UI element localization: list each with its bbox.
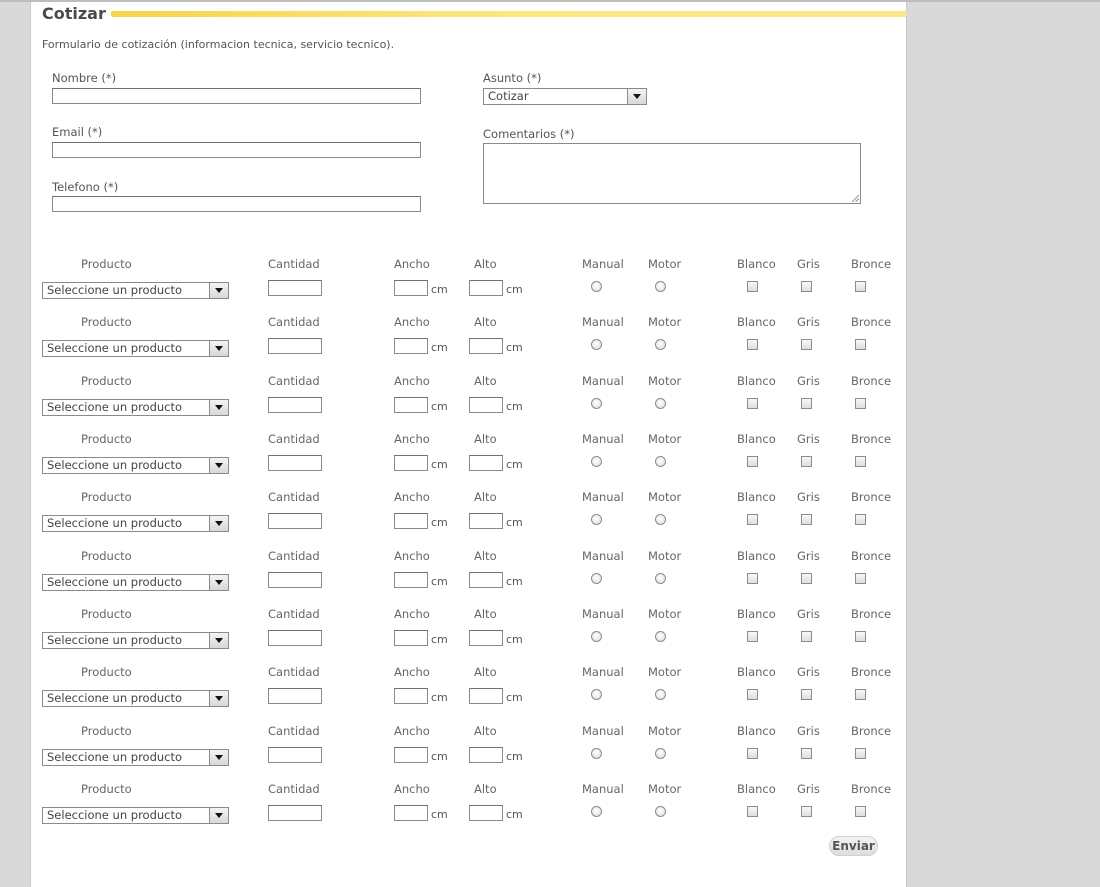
chevron-down-icon[interactable] (209, 283, 228, 298)
motor-radio[interactable] (655, 398, 666, 409)
product-row (31, 315, 906, 373)
resize-grip-icon[interactable] (852, 195, 859, 202)
motor-header: Motor (648, 432, 682, 446)
width-input[interactable] (394, 688, 428, 704)
width-header: Ancho (394, 724, 430, 738)
quantity-header: Cantidad (268, 724, 320, 738)
quantity-input[interactable] (268, 747, 322, 763)
product-row (31, 257, 906, 315)
height-header: Alto (474, 782, 497, 796)
width-unit: cm (431, 516, 448, 529)
width-unit: cm (431, 575, 448, 588)
manual-radio[interactable] (591, 514, 602, 525)
bronze-header: Bronce (851, 490, 892, 504)
gray-checkbox[interactable] (801, 806, 812, 817)
bronze-header: Bronce (851, 724, 892, 738)
manual-radio[interactable] (591, 398, 602, 409)
motor-radio[interactable] (655, 806, 666, 817)
motor-radio[interactable] (655, 631, 666, 642)
quantity-header: Cantidad (268, 665, 320, 679)
width-unit: cm (431, 458, 448, 471)
bronze-checkbox[interactable] (855, 573, 866, 584)
bronze-checkbox[interactable] (855, 748, 866, 759)
quantity-header: Cantidad (268, 432, 320, 446)
motor-header: Motor (648, 607, 682, 621)
bronze-checkbox[interactable] (855, 689, 866, 700)
product-select[interactable] (42, 807, 229, 824)
product-row (31, 665, 906, 723)
quantity-header: Cantidad (268, 607, 320, 621)
height-header: Alto (474, 665, 497, 679)
bronze-checkbox[interactable] (855, 514, 866, 525)
height-header: Alto (474, 315, 497, 329)
height-input[interactable] (469, 455, 503, 471)
quantity-header: Cantidad (268, 549, 320, 563)
motor-radio[interactable] (655, 748, 666, 759)
height-input[interactable] (469, 280, 503, 296)
motor-header: Motor (648, 724, 682, 738)
title-accent-bar (111, 11, 907, 17)
height-header: Alto (474, 549, 497, 563)
white-header: Blanco (737, 490, 776, 504)
chevron-down-icon[interactable] (209, 516, 228, 531)
phone-input[interactable] (52, 196, 421, 212)
manual-header: Manual (582, 549, 624, 563)
comments-textarea[interactable] (483, 143, 861, 204)
chevron-down-icon[interactable] (209, 808, 228, 823)
gray-checkbox[interactable] (801, 748, 812, 759)
motor-radio[interactable] (655, 456, 666, 467)
chevron-down-icon[interactable] (209, 575, 228, 590)
chevron-down-icon[interactable] (209, 400, 228, 415)
gray-checkbox[interactable] (801, 398, 812, 409)
width-header: Ancho (394, 257, 430, 271)
chevron-down-icon[interactable] (209, 691, 228, 706)
white-header: Blanco (737, 665, 776, 679)
manual-header: Manual (582, 432, 624, 446)
manual-header: Manual (582, 374, 624, 388)
motor-header: Motor (648, 665, 682, 679)
width-input[interactable] (394, 280, 428, 296)
product-select-placeholder: Seleccione un producto (47, 750, 183, 764)
width-unit: cm (431, 750, 448, 763)
height-unit: cm (506, 400, 523, 413)
bronze-checkbox[interactable] (855, 456, 866, 467)
height-header: Alto (474, 374, 497, 388)
height-input[interactable] (469, 747, 503, 763)
motor-header: Motor (648, 257, 682, 271)
gray-header: Gris (797, 607, 820, 621)
manual-header: Manual (582, 257, 624, 271)
product-header: Producto (81, 490, 132, 504)
product-row (31, 490, 906, 548)
page-title: Cotizar (42, 4, 106, 23)
height-unit: cm (506, 808, 523, 821)
height-input[interactable] (469, 688, 503, 704)
width-header: Ancho (394, 432, 430, 446)
height-input[interactable] (469, 805, 503, 821)
manual-radio[interactable] (591, 748, 602, 759)
white-header: Blanco (737, 432, 776, 446)
quantity-header: Cantidad (268, 315, 320, 329)
height-header: Alto (474, 724, 497, 738)
motor-radio[interactable] (655, 514, 666, 525)
form-description: Formulario de cotización (informacion tecnica, servicio tecnico). (42, 38, 395, 51)
height-header: Alto (474, 607, 497, 621)
manual-radio[interactable] (591, 339, 602, 350)
quantity-header: Cantidad (268, 374, 320, 388)
height-input[interactable] (469, 513, 503, 529)
bronze-checkbox[interactable] (855, 398, 866, 409)
manual-radio[interactable] (591, 281, 602, 292)
white-header: Blanco (737, 549, 776, 563)
quote-form-panel (30, 2, 907, 887)
product-select-placeholder: Seleccione un producto (47, 808, 183, 822)
manual-header: Manual (582, 490, 624, 504)
width-unit: cm (431, 283, 448, 296)
product-select-placeholder: Seleccione un producto (47, 516, 183, 530)
width-unit: cm (431, 691, 448, 704)
height-input[interactable] (469, 338, 503, 354)
width-unit: cm (431, 633, 448, 646)
product-select[interactable] (42, 690, 229, 707)
height-unit: cm (506, 458, 523, 471)
motor-radio[interactable] (655, 689, 666, 700)
white-checkbox[interactable] (747, 281, 758, 292)
bronze-checkbox[interactable] (855, 281, 866, 292)
product-select[interactable] (42, 457, 229, 474)
product-row (31, 374, 906, 432)
comments-label: Comentarios (*) (483, 127, 575, 141)
quantity-input[interactable] (268, 688, 322, 704)
gray-checkbox[interactable] (801, 514, 812, 525)
width-header: Ancho (394, 782, 430, 796)
quantity-header: Cantidad (268, 782, 320, 796)
product-header: Producto (81, 549, 132, 563)
motor-header: Motor (648, 782, 682, 796)
quantity-input[interactable] (268, 338, 322, 354)
bronze-header: Bronce (851, 432, 892, 446)
chevron-down-icon[interactable] (209, 458, 228, 473)
motor-header: Motor (648, 315, 682, 329)
gray-header: Gris (797, 432, 820, 446)
manual-header: Manual (582, 782, 624, 796)
name-label: Nombre (*) (52, 71, 117, 85)
product-row (31, 607, 906, 665)
width-input[interactable] (394, 747, 428, 763)
motor-radio[interactable] (655, 339, 666, 350)
width-header: Ancho (394, 665, 430, 679)
manual-radio[interactable] (591, 456, 602, 467)
product-header: Producto (81, 432, 132, 446)
width-header: Ancho (394, 374, 430, 388)
bronze-header: Bronce (851, 665, 892, 679)
motor-header: Motor (648, 374, 682, 388)
quantity-input[interactable] (268, 630, 322, 646)
product-select[interactable] (42, 632, 229, 649)
product-row (31, 432, 906, 490)
product-select-placeholder: Seleccione un producto (47, 575, 183, 589)
product-header: Producto (81, 257, 132, 271)
bronze-header: Bronce (851, 315, 892, 329)
gray-header: Gris (797, 724, 820, 738)
quantity-input[interactable] (268, 397, 322, 413)
bronze-header: Bronce (851, 257, 892, 271)
height-unit: cm (506, 633, 523, 646)
width-input[interactable] (394, 338, 428, 354)
manual-radio[interactable] (591, 806, 602, 817)
product-select[interactable] (42, 340, 229, 357)
white-checkbox[interactable] (747, 456, 758, 467)
product-row (31, 724, 906, 782)
height-header: Alto (474, 432, 497, 446)
product-select-placeholder: Seleccione un producto (47, 400, 183, 414)
white-checkbox[interactable] (747, 514, 758, 525)
white-checkbox[interactable] (747, 689, 758, 700)
manual-header: Manual (582, 724, 624, 738)
product-select[interactable] (42, 399, 229, 416)
white-checkbox[interactable] (747, 339, 758, 350)
white-header: Blanco (737, 607, 776, 621)
gray-header: Gris (797, 315, 820, 329)
motor-header: Motor (648, 549, 682, 563)
product-header: Producto (81, 665, 132, 679)
gray-checkbox[interactable] (801, 689, 812, 700)
product-header: Producto (81, 782, 132, 796)
quantity-input[interactable] (268, 280, 322, 296)
quantity-header: Cantidad (268, 490, 320, 504)
motor-radio[interactable] (655, 573, 666, 584)
gray-header: Gris (797, 490, 820, 504)
manual-radio[interactable] (591, 573, 602, 584)
manual-radio[interactable] (591, 631, 602, 642)
product-select[interactable] (42, 749, 229, 766)
width-header: Ancho (394, 549, 430, 563)
manual-radio[interactable] (591, 689, 602, 700)
width-input[interactable] (394, 805, 428, 821)
subject-label: Asunto (*) (483, 71, 542, 85)
gray-checkbox[interactable] (801, 281, 812, 292)
width-header: Ancho (394, 490, 430, 504)
white-header: Blanco (737, 315, 776, 329)
bronze-checkbox[interactable] (855, 631, 866, 642)
product-header: Producto (81, 315, 132, 329)
bronze-checkbox[interactable] (855, 806, 866, 817)
height-input[interactable] (469, 397, 503, 413)
white-checkbox[interactable] (747, 398, 758, 409)
gray-header: Gris (797, 665, 820, 679)
bronze-header: Bronce (851, 782, 892, 796)
height-unit: cm (506, 575, 523, 588)
subject-select[interactable] (483, 88, 647, 105)
quantity-input[interactable] (268, 572, 322, 588)
product-select[interactable] (42, 282, 229, 299)
height-unit: cm (506, 691, 523, 704)
gray-header: Gris (797, 549, 820, 563)
gray-checkbox[interactable] (801, 631, 812, 642)
gray-header: Gris (797, 374, 820, 388)
product-header: Producto (81, 374, 132, 388)
width-unit: cm (431, 341, 448, 354)
bronze-checkbox[interactable] (855, 339, 866, 350)
phone-label: Telefono (*) (52, 180, 119, 194)
manual-header: Manual (582, 665, 624, 679)
height-unit: cm (506, 341, 523, 354)
height-unit: cm (506, 750, 523, 763)
chevron-down-icon[interactable] (209, 750, 228, 765)
gray-checkbox[interactable] (801, 456, 812, 467)
motor-radio[interactable] (655, 281, 666, 292)
product-select-placeholder: Seleccione un producto (47, 691, 183, 705)
gray-header: Gris (797, 257, 820, 271)
product-header: Producto (81, 724, 132, 738)
name-input[interactable] (52, 88, 421, 104)
gray-checkbox[interactable] (801, 573, 812, 584)
product-select-placeholder: Seleccione un producto (47, 341, 183, 355)
chevron-down-icon[interactable] (209, 341, 228, 356)
email-input[interactable] (52, 142, 421, 158)
manual-header: Manual (582, 607, 624, 621)
width-input[interactable] (394, 455, 428, 471)
width-input[interactable] (394, 572, 428, 588)
white-header: Blanco (737, 257, 776, 271)
white-header: Blanco (737, 782, 776, 796)
width-input[interactable] (394, 630, 428, 646)
manual-header: Manual (582, 315, 624, 329)
product-select-placeholder: Seleccione un producto (47, 633, 183, 647)
height-header: Alto (474, 490, 497, 504)
quantity-input[interactable] (268, 513, 322, 529)
width-input[interactable] (394, 397, 428, 413)
height-input[interactable] (469, 630, 503, 646)
white-checkbox[interactable] (747, 806, 758, 817)
bronze-header: Bronce (851, 549, 892, 563)
white-header: Blanco (737, 724, 776, 738)
bronze-header: Bronce (851, 374, 892, 388)
submit-button[interactable]: Enviar (829, 836, 878, 856)
width-header: Ancho (394, 607, 430, 621)
width-unit: cm (431, 808, 448, 821)
height-input[interactable] (469, 572, 503, 588)
white-checkbox[interactable] (747, 573, 758, 584)
gray-header: Gris (797, 782, 820, 796)
email-label: Email (*) (52, 125, 103, 139)
width-unit: cm (431, 400, 448, 413)
product-row (31, 549, 906, 607)
width-header: Ancho (394, 315, 430, 329)
gray-checkbox[interactable] (801, 339, 812, 350)
chevron-down-icon[interactable] (209, 633, 228, 648)
product-select-placeholder: Seleccione un producto (47, 458, 183, 472)
white-header: Blanco (737, 374, 776, 388)
subject-selected-value: Cotizar (488, 89, 529, 103)
motor-header: Motor (648, 490, 682, 504)
white-checkbox[interactable] (747, 631, 758, 642)
quantity-header: Cantidad (268, 257, 320, 271)
height-unit: cm (506, 283, 523, 296)
quantity-input[interactable] (268, 455, 322, 471)
product-select[interactable] (42, 515, 229, 532)
white-checkbox[interactable] (747, 748, 758, 759)
quantity-input[interactable] (268, 805, 322, 821)
bronze-header: Bronce (851, 607, 892, 621)
height-unit: cm (506, 516, 523, 529)
product-select-placeholder: Seleccione un producto (47, 283, 183, 297)
product-header: Producto (81, 607, 132, 621)
product-select[interactable] (42, 574, 229, 591)
chevron-down-icon[interactable] (627, 89, 646, 104)
height-header: Alto (474, 257, 497, 271)
width-input[interactable] (394, 513, 428, 529)
product-row (31, 782, 906, 840)
